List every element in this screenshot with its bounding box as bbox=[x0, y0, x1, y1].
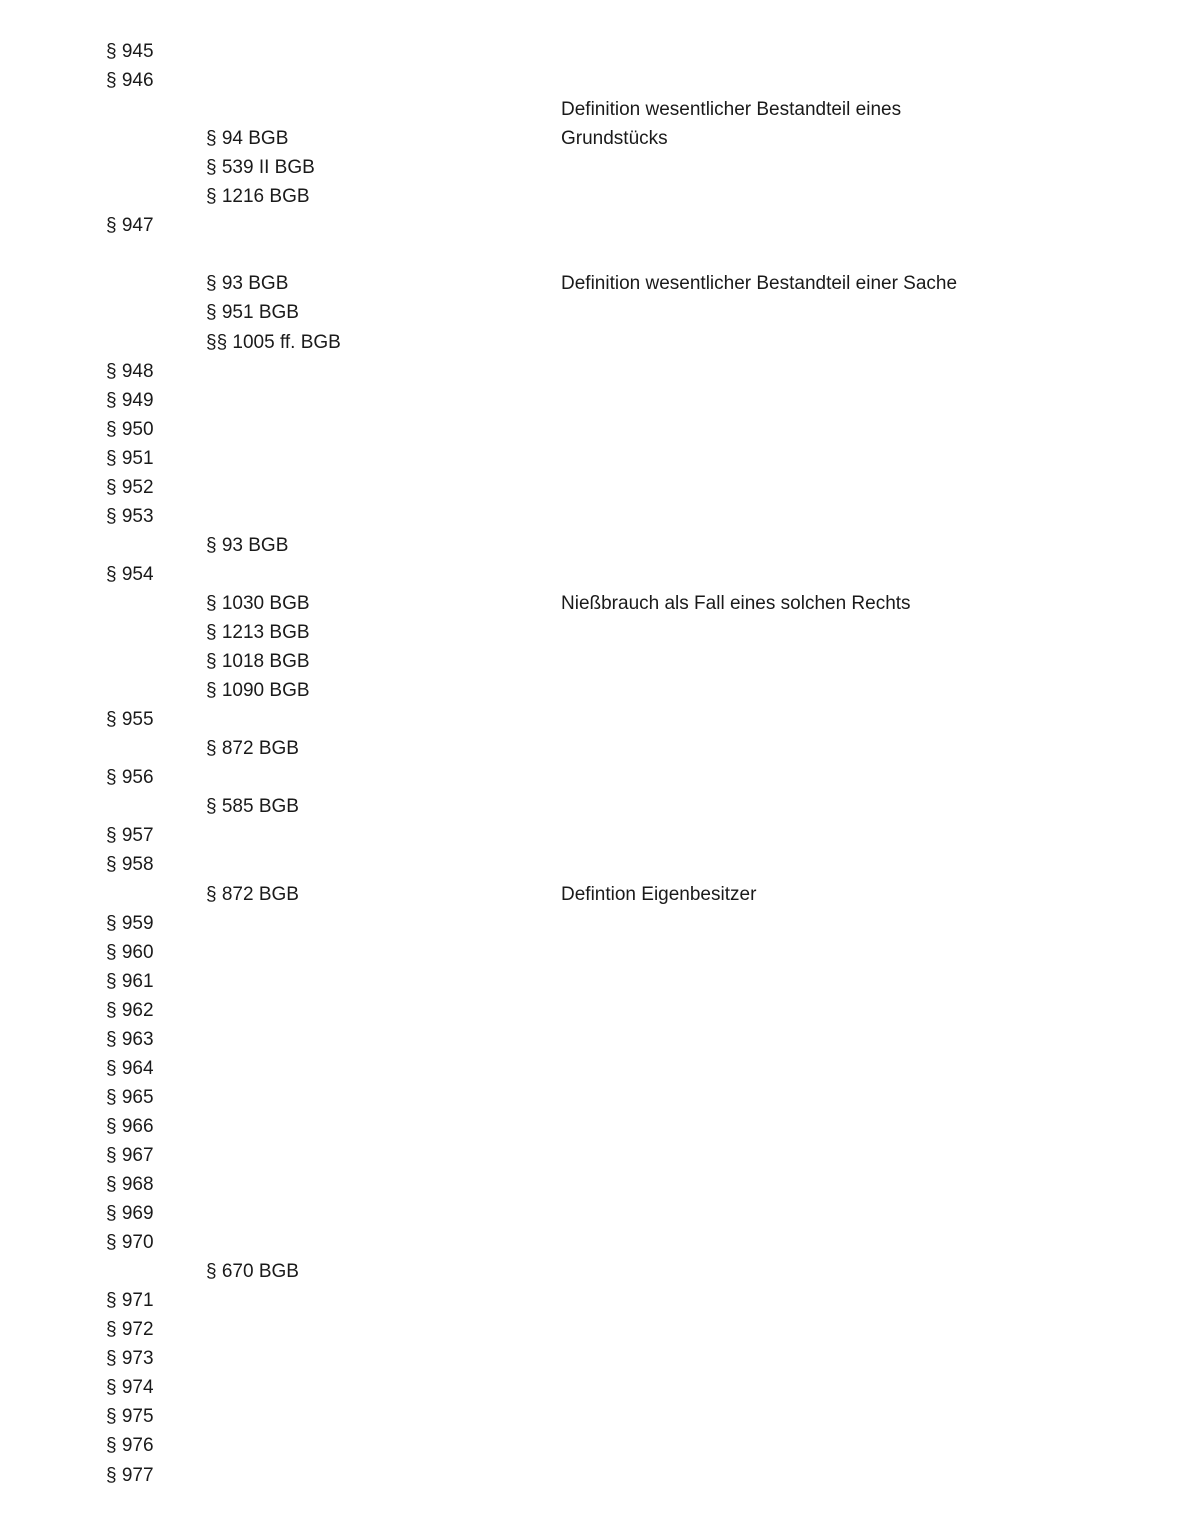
annotation-note: Definition wesentlicher Bestandteil eines bbox=[561, 99, 902, 121]
reference-norm: §§ 1005 ff. BGB bbox=[206, 331, 341, 353]
reference-norm: § 94 BGB bbox=[206, 128, 289, 150]
paragraph-number: § 965 bbox=[106, 1086, 154, 1108]
paragraph-number: § 947 bbox=[106, 215, 154, 237]
reference-norm: § 585 BGB bbox=[206, 796, 299, 818]
paragraph-number: § 960 bbox=[106, 941, 154, 963]
paragraph-number: § 948 bbox=[106, 360, 154, 382]
paragraph-number: § 950 bbox=[106, 418, 154, 440]
paragraph-number: § 958 bbox=[106, 854, 154, 876]
paragraph-number: § 976 bbox=[106, 1435, 154, 1457]
paragraph-number: § 967 bbox=[106, 1144, 154, 1166]
paragraph-number: § 952 bbox=[106, 476, 154, 498]
paragraph-number: § 970 bbox=[106, 1232, 154, 1253]
paragraph-number: § 956 bbox=[106, 767, 154, 789]
reference-norm: § 1090 BGB bbox=[206, 680, 310, 702]
paragraph-number: § 968 bbox=[106, 1174, 154, 1195]
paragraph-number: § 955 bbox=[106, 709, 154, 731]
paragraph-number: § 969 bbox=[106, 1203, 154, 1224]
paragraph-number: § 951 bbox=[106, 447, 154, 469]
paragraph-number: § 975 bbox=[106, 1406, 154, 1428]
paragraph-number: § 974 bbox=[106, 1377, 154, 1399]
paragraph-number: § 961 bbox=[106, 970, 154, 992]
paragraph-number: § 964 bbox=[106, 1057, 154, 1079]
annotation-note: Nießbrauch als Fall eines solchen Rechts bbox=[561, 593, 911, 614]
paragraph-number: § 954 bbox=[106, 563, 154, 585]
paragraph-number: § 949 bbox=[106, 389, 154, 411]
paragraph-number: § 972 bbox=[106, 1319, 154, 1341]
reference-norm: § 93 BGB bbox=[206, 273, 289, 295]
paragraph-number: § 971 bbox=[106, 1290, 154, 1312]
paragraph-number: § 963 bbox=[106, 1028, 154, 1050]
reference-norm: § 93 BGB bbox=[206, 534, 289, 556]
paragraph-number: § 962 bbox=[106, 999, 154, 1021]
reference-norm: § 872 BGB bbox=[206, 738, 299, 760]
paragraph-number: § 946 bbox=[106, 70, 154, 91]
annotation-note: Definition wesentlicher Bestandteil einer Sache bbox=[561, 273, 958, 295]
reference-norm: § 951 BGB bbox=[206, 302, 299, 324]
paragraph-number: § 977 bbox=[106, 1464, 154, 1486]
paragraph-number: § 945 bbox=[106, 41, 154, 62]
paragraph-number: § 959 bbox=[106, 912, 154, 934]
reference-norm: § 1213 BGB bbox=[206, 622, 310, 643]
reference-norm: § 1030 BGB bbox=[206, 593, 310, 614]
reference-norm: § 670 BGB bbox=[206, 1261, 299, 1283]
paragraph-number: § 953 bbox=[106, 505, 154, 527]
annotation-note: Grundstücks bbox=[561, 128, 668, 150]
paragraph-number: § 957 bbox=[106, 825, 154, 847]
annotation-note: Defintion Eigenbesitzer bbox=[561, 883, 757, 905]
reference-norm: § 539 II BGB bbox=[206, 157, 315, 179]
reference-norm: § 1018 BGB bbox=[206, 651, 310, 673]
reference-norm: § 872 BGB bbox=[206, 883, 299, 905]
paragraph-number: § 966 bbox=[106, 1115, 154, 1137]
paragraph-number: § 973 bbox=[106, 1348, 154, 1370]
reference-norm: § 1216 BGB bbox=[206, 186, 310, 208]
